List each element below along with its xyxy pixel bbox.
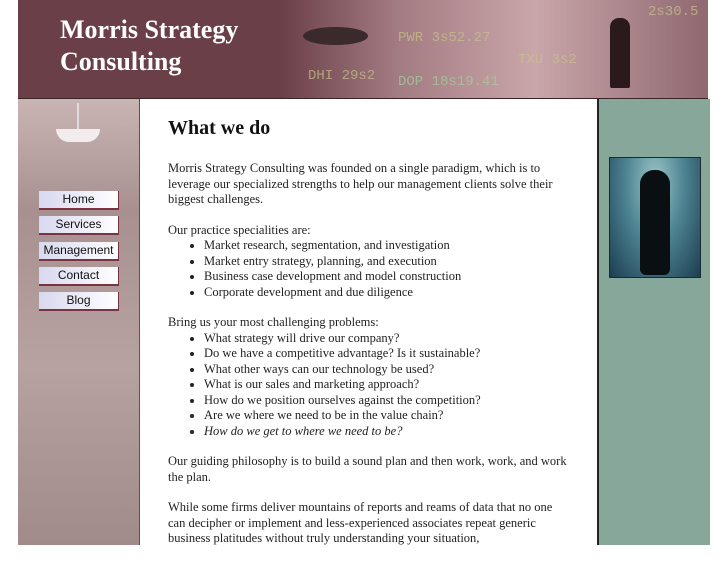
main-content xyxy=(140,99,597,545)
list-item: • Do we have a competitive advantage? Is it sustainable? xyxy=(204,346,568,362)
logo-line2: Consulting xyxy=(60,47,182,76)
right-sidebar xyxy=(597,99,710,545)
lamp-image xyxy=(56,129,100,142)
intro-paragraph: Morris Strategy Consulting was founded on a single paradigm, which is to leverage our specialized strengths to help our management clients solve their biggest challenges. xyxy=(168,161,553,206)
list-item: • What other ways can our technology be used? xyxy=(204,362,568,378)
list-item: • Corporate development and due diligence xyxy=(204,285,568,301)
problems-intro: Bring us your most challenging problems: xyxy=(168,315,379,329)
list-item: • Are we where we need to be in the value chain? xyxy=(204,408,568,424)
nav-blog[interactable]: Blog xyxy=(39,292,119,311)
left-sidebar xyxy=(18,99,140,545)
silhouette-image xyxy=(610,18,630,88)
ticker-text: 2s30.5 xyxy=(648,4,699,20)
nav-management[interactable]: Management xyxy=(39,242,119,261)
site-logo[interactable] xyxy=(60,14,238,78)
list-item: • How do we get to where we need to be? xyxy=(204,424,568,440)
businessman-photo xyxy=(609,157,701,278)
lamp-image xyxy=(77,103,79,129)
ticker-text: TXU 3s2 xyxy=(518,52,577,68)
ticker-text: DHI 29s2 xyxy=(308,68,376,84)
closing-paragraph: While some firms deliver mountains of reports and reams of data that no one can decipher or implement and less-experienced associates repeat generic business platitudes without truly understanding your situation, xyxy=(168,500,553,545)
list-item: • Market research, segmentation, and investigation xyxy=(204,238,568,254)
ticker-text: PWR 3s52.27 xyxy=(398,30,491,46)
list-item: • What is our sales and marketing approach? xyxy=(204,377,568,393)
list-item: • Business case development and model construction xyxy=(204,269,568,285)
list-item: • What strategy will drive our company? xyxy=(204,331,568,347)
specialities-list xyxy=(168,238,568,300)
nav-contact[interactable]: Contact xyxy=(39,267,119,286)
problems-list xyxy=(168,331,568,440)
header-banner xyxy=(18,0,708,99)
specialities-intro: Our practice specialities are: xyxy=(168,222,311,237)
philosophy-paragraph: Our guiding philosophy is to build a sound plan and then work, work, and work the plan. xyxy=(168,454,567,484)
conference-phone-image xyxy=(303,27,368,45)
silhouette-image xyxy=(640,170,670,275)
list-item: • Market entry strategy, planning, and execution xyxy=(204,254,568,270)
nav-home[interactable]: Home xyxy=(39,191,119,210)
page-title: What we do xyxy=(168,117,271,139)
ticker-text: DOP 18s19.41 xyxy=(398,74,499,90)
list-item: • How do we position ourselves against the competition? xyxy=(204,393,568,409)
logo-line1: Morris Strategy xyxy=(60,15,239,44)
nav-services[interactable]: Services xyxy=(39,216,119,235)
